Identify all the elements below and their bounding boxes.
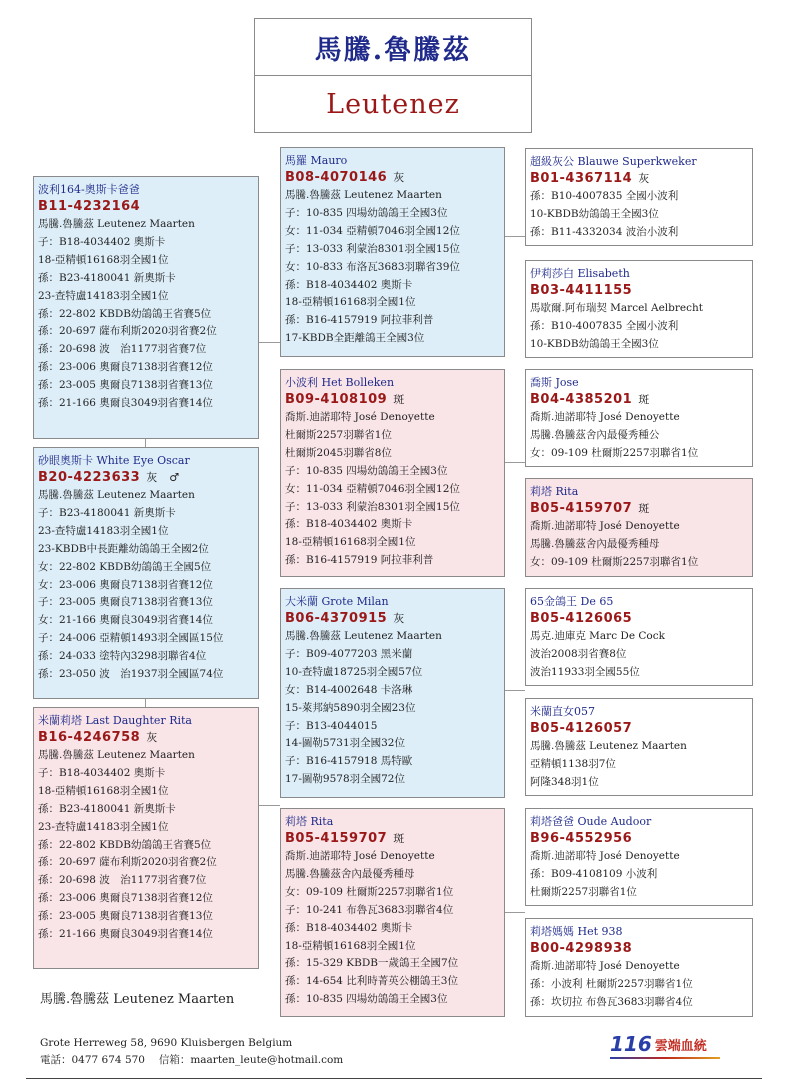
info-line: 女：10-833 布洛瓦3683羽聯省39位 bbox=[285, 260, 460, 273]
bird-info bbox=[530, 738, 747, 792]
bird-info bbox=[530, 958, 747, 1012]
bird-name: 馬羅 Mauro bbox=[285, 154, 348, 167]
info-line: 子：13-033 利蒙治8301羽全國15位 bbox=[285, 242, 460, 255]
pedigree-box-self bbox=[33, 447, 259, 699]
contact-text: 電話：0477 674 570 信箱：maarten_leute@hotmail.com bbox=[40, 1054, 344, 1066]
info-line: 馬騰.魯騰茲 Leutenez Maarten bbox=[285, 630, 442, 642]
info-line: 喬斯.迪諾耶特 José Denoyette bbox=[285, 850, 435, 862]
info-line: 10-KBDB幼鴿鴿王全國3位 bbox=[530, 207, 659, 220]
info-line: 孫：B10-4007835 全國小波利 bbox=[530, 190, 679, 202]
info-line: 孫：坎切拉 布魯瓦3683羽聯省4位 bbox=[530, 995, 693, 1008]
ring-number-value: B16-4246758 bbox=[38, 730, 141, 745]
ring-number bbox=[285, 391, 499, 409]
ring-number bbox=[530, 500, 747, 518]
ring-number-value: B20-4223633 bbox=[38, 470, 141, 485]
brand-underline bbox=[610, 1057, 720, 1059]
pedigree-box-sire bbox=[33, 176, 259, 439]
info-line: 孫：20-697 薩布利斯2020羽省賽2位 bbox=[38, 856, 217, 869]
color-sex: 灰 bbox=[393, 612, 405, 625]
info-line: 馬騰.魯騰茲 Leutenez Maarten bbox=[38, 218, 195, 230]
color-sex: 灰 bbox=[638, 172, 650, 185]
ring-number bbox=[530, 830, 747, 848]
info-line: 杜爾斯2257羽聯省1位 bbox=[530, 885, 637, 898]
info-line: 杜爾斯2045羽聯省8位 bbox=[285, 446, 392, 459]
info-line: 孫：小波利 杜爾斯2257羽聯省1位 bbox=[530, 977, 693, 990]
owner-name: 馬騰.魯騰茲 Leutenez Maarten bbox=[40, 992, 235, 1007]
info-line: 女：21-166 奧爾良3049羽省賽14位 bbox=[38, 614, 213, 627]
info-line: 阿隆348羽1位 bbox=[530, 775, 599, 788]
ring-number-value: B08-4070146 bbox=[285, 170, 388, 185]
title-box bbox=[254, 18, 532, 133]
info-line: 子：23-005 奧爾良7138羽省賽13位 bbox=[38, 596, 213, 609]
ring-number-value: B05-4159707 bbox=[285, 831, 388, 846]
bird-name: 莉塔爸爸 Oude Audoor bbox=[530, 815, 652, 828]
ring-number-value: B06-4370915 bbox=[285, 611, 388, 626]
ring-number-value: B03-4411155 bbox=[530, 283, 633, 298]
info-line: 杜爾斯2257羽聯省1位 bbox=[285, 428, 392, 441]
info-line: 女：B14-4002648 卡洛琳 bbox=[285, 683, 413, 696]
pedigree-box-sire-sire bbox=[280, 147, 505, 357]
pedigree-box-dam-dam bbox=[280, 808, 505, 1017]
info-line: 23-查特盧14183羽全國1位 bbox=[38, 289, 169, 302]
ring-number bbox=[530, 720, 747, 738]
ring-number-value: B05-4159707 bbox=[530, 501, 633, 516]
info-line: 孫：21-166 奧爾良3049羽省賽14位 bbox=[38, 928, 213, 941]
bird-info bbox=[530, 848, 747, 902]
info-line: 喬斯.迪諾耶特 José Denoyette bbox=[530, 520, 680, 532]
info-line: 女：11-034 亞精頓7046羽全國12位 bbox=[285, 482, 460, 495]
info-line: 18-亞精頓16168羽全國1位 bbox=[285, 296, 416, 309]
bird-info bbox=[285, 848, 499, 1009]
info-line: 女：23-006 奧爾良7138羽省賽12位 bbox=[38, 578, 213, 591]
ring-number-value: B05-4126065 bbox=[530, 611, 633, 626]
ring-number bbox=[530, 282, 747, 300]
info-line: 馬騰.魯騰茲舍內最優秀種母 bbox=[285, 867, 415, 880]
info-line: 馬騰.魯騰茲 Leutenez Maarten bbox=[530, 740, 687, 752]
info-line: 孫：B11-4332034 波治小波利 bbox=[530, 225, 679, 238]
info-line: 喬斯.迪諾耶特 José Denoyette bbox=[285, 411, 435, 423]
info-line: 17-KBDB全距離鴿王全國3位 bbox=[285, 332, 425, 345]
pedigree-box-dds bbox=[525, 808, 753, 906]
pedigree-box-ddd bbox=[525, 918, 753, 1017]
info-line: 10-KBDB幼鴿鴿王全國3位 bbox=[530, 337, 659, 350]
color-sex: 灰 bbox=[146, 731, 158, 744]
connector bbox=[504, 690, 525, 691]
brand-logo bbox=[610, 1032, 707, 1056]
info-line: 女：11-034 亞精頓7046羽全國12位 bbox=[285, 224, 460, 237]
bird-name: 砂眼奧斯卡 White Eye Oscar bbox=[38, 454, 190, 467]
info-line: 孫：20-698 波 治1177羽省賽7位 bbox=[38, 343, 207, 356]
info-line: 子：B13-4044015 bbox=[285, 719, 378, 732]
bird-info bbox=[530, 300, 747, 354]
ring-number bbox=[285, 830, 499, 848]
pedigree-box-ssd bbox=[525, 260, 753, 358]
info-line: 亞精頓1138羽7位 bbox=[530, 757, 616, 770]
bird-name: 超級灰公 Blauwe Superkweker bbox=[530, 155, 697, 168]
ring-number-value: B09-4108109 bbox=[285, 392, 388, 407]
bird-info bbox=[530, 518, 747, 572]
pedigree-box-sds bbox=[525, 369, 753, 467]
pedigree-box-sdd bbox=[525, 478, 753, 577]
info-line: 孫：B16-4157919 阿拉菲利普 bbox=[285, 554, 434, 567]
info-line: 孫：23-005 奧爾良7138羽省賽13位 bbox=[38, 910, 213, 923]
ring-number bbox=[285, 169, 499, 187]
info-line: 孫：B18-4034402 奧斯卡 bbox=[285, 921, 413, 934]
info-line: 23-KBDB中長距離幼鴿鴿王全國2位 bbox=[38, 542, 209, 555]
bird-name: 小波利 Het Bolleken bbox=[285, 376, 395, 389]
info-line: 23-查特盧14183羽全國1位 bbox=[38, 524, 169, 537]
info-line: 孫：20-698 波 治1177羽省賽7位 bbox=[38, 874, 207, 887]
ring-number-value: B04-4385201 bbox=[530, 392, 633, 407]
info-line: 馬騰.魯騰茲 Leutenez Maarten bbox=[38, 749, 195, 761]
info-line: 孫：B16-4157919 阿拉菲利普 bbox=[285, 314, 434, 327]
info-line: 孫：B09-4108109 小波利 bbox=[530, 867, 658, 880]
bird-name: 莉塔 Rita bbox=[530, 485, 579, 498]
ring-number-value: B96-4552956 bbox=[530, 831, 633, 846]
info-line: 喬斯.迪諾耶特 José Denoyette bbox=[530, 411, 680, 423]
bird-info bbox=[530, 409, 747, 463]
color-sex: 斑 bbox=[638, 502, 650, 515]
info-line: 18-亞精頓16168羽全國1位 bbox=[38, 253, 169, 266]
info-line: 子：B16-4157918 馬特歐 bbox=[285, 755, 413, 768]
info-line: 孫：23-050 波 治1937羽全國區74位 bbox=[38, 668, 224, 681]
bird-info bbox=[285, 409, 499, 570]
info-line: 波治2008羽省賽8位 bbox=[530, 647, 627, 660]
info-line: 孫：24-033 塗特內3298羽聯省4位 bbox=[38, 650, 207, 663]
bird-name: 伊莉莎白 Elisabeth bbox=[530, 267, 630, 280]
info-line: 女：09-109 杜爾斯2257羽聯省1位 bbox=[530, 446, 699, 459]
info-line: 孫：22-802 KBDB幼鴿鴿王省賽5位 bbox=[38, 307, 212, 320]
info-line: 馬克.迪庫克 Marc De Cock bbox=[530, 630, 665, 642]
bird-info bbox=[285, 628, 499, 789]
color-sex: 斑 bbox=[393, 393, 405, 406]
ring-number bbox=[38, 729, 253, 747]
info-line: 子：B23-4180041 新奧斯卡 bbox=[38, 506, 176, 519]
pedigree-box-sire-dam bbox=[280, 369, 505, 577]
info-line: 孫：23-006 奧爾良7138羽省賽12位 bbox=[38, 361, 213, 374]
ring-number bbox=[530, 610, 747, 628]
info-line: 孫：B23-4180041 新奧斯卡 bbox=[38, 271, 176, 284]
bird-name: 喬斯 Jose bbox=[530, 376, 579, 389]
info-line: 孫：B18-4034402 奧斯卡 bbox=[285, 278, 413, 291]
ring-number bbox=[530, 391, 747, 409]
connector bbox=[504, 462, 525, 463]
info-line: 18-亞精頓16168羽全國1位 bbox=[38, 784, 169, 797]
info-line: 孫：14-654 比利時菁英公棚鴿王3位 bbox=[285, 975, 458, 988]
pedigree-box-dam-sire bbox=[280, 588, 505, 798]
ring-number bbox=[530, 940, 747, 958]
info-line: 子：10-241 布魯瓦3683羽聯省4位 bbox=[285, 903, 454, 916]
info-line: 子：10-835 四場幼鴿鴿王全國3位 bbox=[285, 206, 448, 219]
pedigree-box-dam bbox=[33, 707, 259, 969]
info-line: 女：09-109 杜爾斯2257羽聯省1位 bbox=[530, 555, 699, 568]
pedigree-box-sss bbox=[525, 148, 753, 246]
bird-name: 大米蘭 Grote Milan bbox=[285, 595, 389, 608]
info-line: 子：B18-4034402 奧斯卡 bbox=[38, 235, 166, 248]
color-sex: 斑 bbox=[393, 832, 405, 845]
info-line: 孫：B10-4007835 全國小波利 bbox=[530, 319, 679, 332]
contact-block bbox=[40, 1035, 343, 1069]
info-line: 18-亞精頓16168羽全國1位 bbox=[285, 939, 416, 952]
ring-number-value: B05-4126057 bbox=[530, 721, 633, 736]
info-line: 孫：B23-4180041 新奧斯卡 bbox=[38, 802, 176, 815]
info-line: 15-萊邦納5890羽全國23位 bbox=[285, 701, 416, 714]
bird-info bbox=[530, 188, 747, 242]
ring-number-value: B01-4367114 bbox=[530, 171, 633, 186]
ring-number bbox=[38, 198, 253, 216]
info-line: 孫：21-166 奧爾良3049羽省賽14位 bbox=[38, 397, 213, 410]
ring-number-value: B11-4232164 bbox=[38, 199, 141, 214]
color-sex: 灰 ♂ bbox=[146, 471, 180, 484]
bird-name: 莉塔媽媽 Het 938 bbox=[530, 925, 623, 938]
bird-name: 米蘭莉塔 Last Daughter Rita bbox=[38, 714, 192, 727]
info-line: 波治11933羽全國55位 bbox=[530, 665, 640, 678]
info-line: 馬騰.魯騰茲 Leutenez Maarten bbox=[38, 489, 195, 501]
info-line: 孫：15-329 KBDB一歲鴿王全國7位 bbox=[285, 957, 459, 970]
info-line: 14-圖勒5731羽全國32位 bbox=[285, 737, 405, 750]
info-line: 女：22-802 KBDB幼鴿鴿王全國5位 bbox=[38, 560, 212, 573]
ring-number bbox=[38, 469, 253, 487]
page-title-english: Leutenez bbox=[326, 88, 460, 120]
info-line: 馬騰.魯騰茲 Leutenez Maarten bbox=[285, 189, 442, 201]
info-line: 喬斯.迪諾耶特 José Denoyette bbox=[530, 960, 680, 972]
info-line: 子：24-006 亞精頓1493羽全國區15位 bbox=[38, 632, 224, 645]
info-line: 23-查特盧14183羽全國1位 bbox=[38, 820, 169, 833]
connector bbox=[258, 342, 280, 343]
info-line: 子：B09-4077203 黑米蘭 bbox=[285, 647, 413, 660]
color-sex: 斑 bbox=[638, 393, 650, 406]
info-line: 孫：20-697 薩布利斯2020羽省賽2位 bbox=[38, 325, 217, 338]
info-line: 17-圖勒9578羽全國72位 bbox=[285, 773, 405, 786]
connector bbox=[258, 805, 280, 806]
footer-divider bbox=[26, 1078, 762, 1079]
bird-name: 米蘭直女057 bbox=[530, 705, 595, 718]
ring-number-value: B00-4298938 bbox=[530, 941, 633, 956]
bird-info bbox=[38, 487, 253, 684]
connector bbox=[504, 236, 525, 237]
address-text: Grote Herreweg 58, 9690 Kluisbergen Belgium bbox=[40, 1037, 293, 1049]
info-line: 子：B18-4034402 奧斯卡 bbox=[38, 766, 166, 779]
info-line: 孫：B18-4034402 奧斯卡 bbox=[285, 518, 413, 531]
info-line: 馬歇爾.阿布瑞契 Marcel Aelbrecht bbox=[530, 302, 703, 314]
color-sex: 灰 bbox=[393, 171, 405, 184]
brand-text: 雲端血統 bbox=[654, 1039, 707, 1054]
info-line: 18-亞精頓16168羽全國1位 bbox=[285, 536, 416, 549]
bird-name: 莉塔 Rita bbox=[285, 815, 334, 828]
bird-name: 波利164-奧斯卡爸爸 bbox=[38, 183, 140, 196]
info-line: 10-查特盧18725羽全國57位 bbox=[285, 665, 423, 678]
info-line: 馬騰.魯騰茲舍內最優秀種母 bbox=[530, 537, 660, 550]
info-line: 孫：22-802 KBDB幼鴿鴿王省賽5位 bbox=[38, 838, 212, 851]
info-line: 孫：23-005 奧爾良7138羽省賽13位 bbox=[38, 379, 213, 392]
info-line: 女：09-109 杜爾斯2257羽聯省1位 bbox=[285, 885, 454, 898]
info-line: 子：13-033 利蒙治8301羽全國15位 bbox=[285, 500, 460, 513]
page-title-chinese: 馬騰.魯騰茲 bbox=[255, 19, 531, 76]
info-line: 孫：23-006 奧爾良7138羽省賽12位 bbox=[38, 892, 213, 905]
bird-info bbox=[285, 187, 499, 348]
bird-info bbox=[38, 747, 253, 944]
pedigree-box-dss bbox=[525, 588, 753, 686]
ring-number bbox=[530, 170, 747, 188]
info-line: 馬騰.魯騰茲舍內最優秀種公 bbox=[530, 428, 660, 441]
brand-number: 116 bbox=[610, 1032, 652, 1056]
bird-name: 65金鴿王 De 65 bbox=[530, 595, 614, 608]
info-line: 子：10-835 四場幼鴿鴿王全國3位 bbox=[285, 464, 448, 477]
info-line: 孫：10-835 四場幼鴿鴿王全國3位 bbox=[285, 993, 448, 1006]
pedigree-box-dsd bbox=[525, 698, 753, 796]
info-line: 喬斯.迪諾耶特 José Denoyette bbox=[530, 850, 680, 862]
bird-info bbox=[530, 628, 747, 682]
bird-info bbox=[38, 216, 253, 413]
ring-number bbox=[285, 610, 499, 628]
connector bbox=[504, 912, 525, 913]
